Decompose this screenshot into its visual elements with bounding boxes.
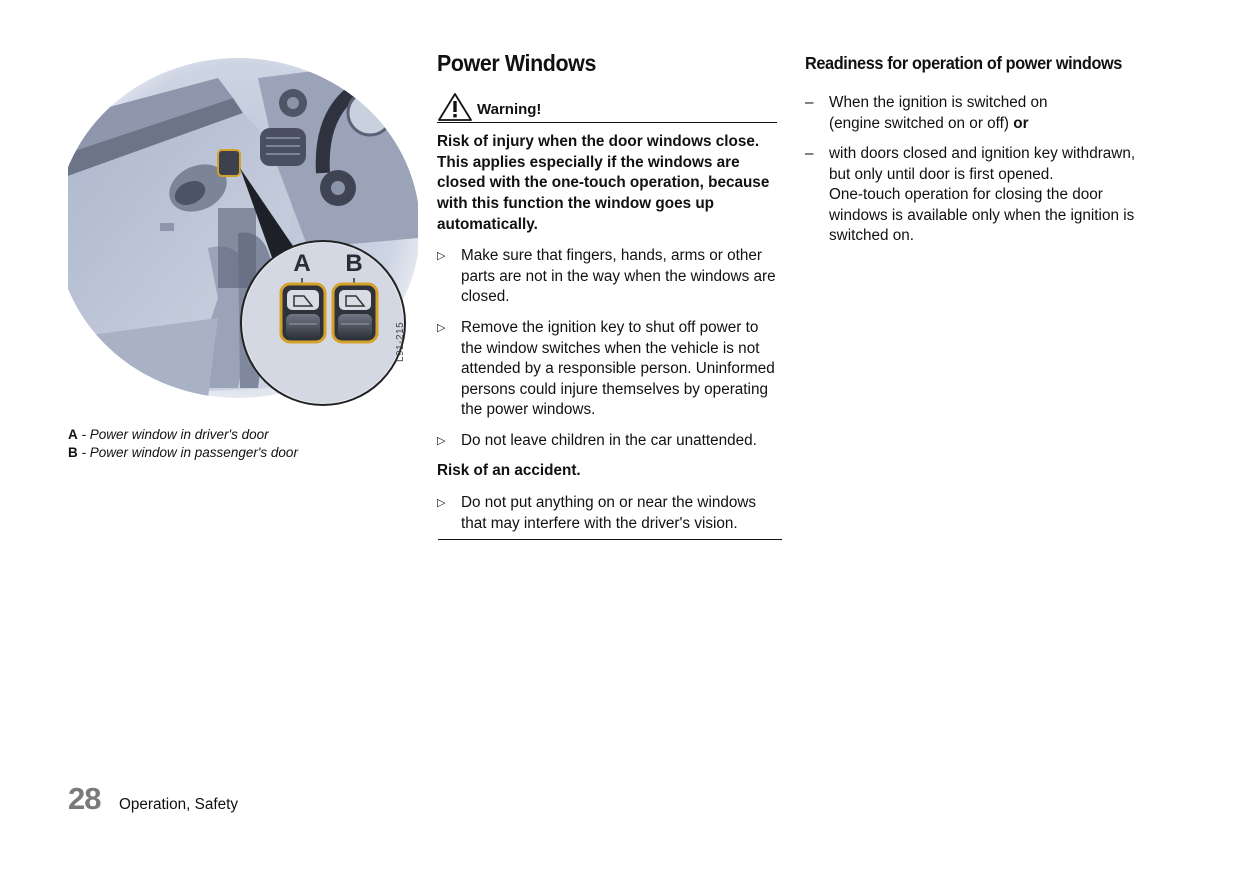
dash-bullet-icon: – [805, 94, 814, 111]
accident-bullet-item [437, 493, 782, 534]
warning-bullet-text: Remove the ignition key to shut off power to the window switches when the vehicle is not attended by a responsible person. Uninformed persons could injure themselves by operating the power windows. [461, 319, 775, 418]
callout-a-label: A [293, 250, 311, 277]
page-number: 28 [68, 781, 101, 816]
door-panel-drawing [68, 58, 418, 408]
triangle-bullet-icon: ▷ [437, 250, 446, 262]
readiness-item-or: or [1013, 114, 1029, 132]
readiness-item [805, 144, 1155, 247]
warning-bullet-item [437, 246, 782, 308]
readiness-item [805, 93, 1155, 134]
warning-bullet-item [437, 431, 782, 452]
readiness-item-line: (engine switched on or off) [829, 114, 1014, 132]
warning-bullet-item [437, 318, 782, 421]
readiness-heading: Readiness for operation of power windows [805, 53, 1122, 73]
caption-a-text: - Power window in driver's door [77, 427, 269, 442]
callout-b-label: B [345, 250, 363, 277]
door-switch-illustration [68, 58, 418, 408]
window-switch-b [333, 284, 377, 342]
warning-label: Warning! [477, 101, 542, 118]
warning-statement: Risk of injury when the door windows close. This applies especially if the windows are closed with the one-touch operation, because with this function the window goes up automatically. [437, 133, 770, 233]
window-switch-a [281, 284, 325, 342]
triangle-bullet-icon: ▷ [437, 497, 446, 509]
warning-header [437, 92, 777, 123]
warning-end-rule [438, 539, 782, 540]
caption-a-key: A [68, 427, 78, 442]
triangle-bullet-icon: ▷ [437, 322, 446, 334]
accident-heading: Risk of an accident. [437, 462, 581, 479]
accident-bullet-text: Do not put anything on or near the windows that may interfere with the driver's vision. [461, 494, 757, 532]
page-title: Power Windows [437, 50, 596, 76]
footer-section-label: Operation, Safety [119, 796, 239, 813]
caption-b-key: B [68, 445, 78, 460]
triangle-bullet-icon: ▷ [437, 435, 446, 447]
caption-b-text: - Power window in passenger's door [77, 445, 298, 460]
readiness-item-line: When the ignition is switched on [829, 94, 1048, 111]
readiness-item-line: One-touch operation for closing the door windows is available only when the ignition is switched on. [829, 186, 1135, 244]
caption-a [68, 427, 269, 442]
dash-bullet-icon: – [805, 145, 814, 162]
caption-b [68, 445, 298, 460]
warning-bullet-text: Make sure that fingers, hands, arms or other parts are not in the way when the windows are closed. [461, 247, 776, 305]
readiness-item-line: with doors closed and ignition key withdrawn, but only until door is first opened. [829, 145, 1136, 183]
figure-code: L91-215 [395, 321, 406, 362]
warning-triangle-icon [437, 92, 473, 122]
warning-bullet-text: Do not leave children in the car unattended. [461, 432, 757, 449]
